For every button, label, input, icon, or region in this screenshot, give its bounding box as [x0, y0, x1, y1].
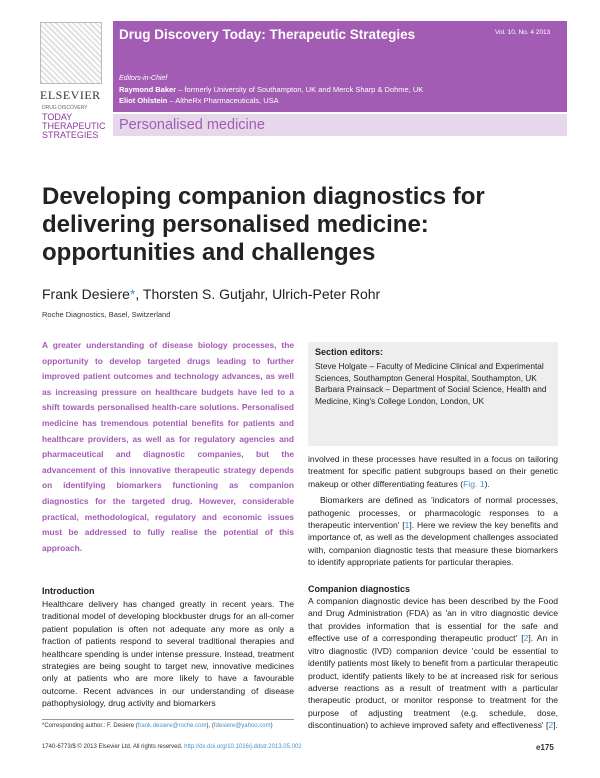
editors-in-chief-label: Editors-in-Chief [119, 75, 168, 82]
text-run: ). [484, 478, 490, 489]
volume-info: Vol. 10, No. 4 2013 [495, 29, 551, 36]
text-run: involved in these processes have resulted in a focus on tailoring treatment for specific patient subgroups based on their genetic makeup or other differentiating features ( [308, 454, 558, 489]
section-name: Personalised medicine [119, 117, 265, 133]
author-others: , Thorsten S. Gutjahr, Ulrich-Peter Rohr [135, 286, 381, 302]
editor-line [119, 96, 279, 105]
email-link[interactable]: frank.desiere@roche.com [137, 723, 207, 729]
page-number: e175 [536, 743, 554, 752]
text-run: Biomarkers are defined as 'indicators of normal processes, pathogenic processes, or pharmacologic responses to a therapeutic intervention' [ [308, 495, 558, 531]
reference-link[interactable]: 2 [548, 720, 554, 731]
right-column [308, 453, 558, 732]
series-line: TODAY [42, 112, 73, 122]
text-run: ]. Here we review the key benefits and importance of, as well as the development challenges associated with, companion diagnostic tests that measure these biomarkers to identify appropriate patients for particular therapies. [308, 520, 558, 568]
corresponding-author-footnote [42, 719, 294, 729]
email-link[interactable]: fdesiere@yahoo.com [213, 723, 271, 729]
article-title: Developing companion diagnostics for delivering personalised medicine: opportunities and challenges [42, 183, 485, 266]
text-run: A companion diagnostic device has been described by the Food and Drug Administration (FDA) as 'an in vitro diagnostic device that provides information that is essential for the safe and effective use of a corresponding therapeutic product' [ [308, 596, 558, 644]
figure-link[interactable]: Fig. 1 [463, 478, 485, 489]
copyright-footer [42, 744, 302, 750]
editor-affiliation: – AltheRx Pharmaceuticals, USA [167, 96, 279, 105]
text-run: ]. An in vitro diagnostic (IVD) companion device 'could be essential to identify patients most likely to benefit from a particular therapeutic product, identify patients likely to be at increased risk for serious adverse reactions as a result of treatment with a particular therapeutic product, or monitor response to treatment for the purpose of adjusting treatment (e.g. schedule, dose, discontinuation) to achieve improved safety and effectiveness' [ [308, 633, 558, 731]
text-run: ), ( [206, 723, 214, 729]
copyright-text: 1740-6773/$ © 2013 Elsevier Ltd. All rights reserved. [42, 744, 185, 750]
elsevier-tree-icon [40, 22, 102, 84]
publisher-name: ELSEVIER [40, 88, 101, 102]
editor-name: Raymond Baker [119, 85, 177, 94]
editor-affiliation: – formerly University of Southampton, UK and Merck Sharp & Dohme, UK [176, 85, 424, 94]
series-line: STRATEGIES [42, 130, 99, 140]
author-first: Frank Desiere [42, 286, 130, 302]
series-logo [42, 104, 110, 140]
paragraph [308, 595, 558, 731]
affiliation: Roche Diagnostics, Basel, Switzerland [42, 310, 171, 319]
reference-link[interactable]: 2 [523, 633, 529, 644]
paragraph [308, 494, 558, 568]
companion-diagnostics-heading: Companion diagnostics [308, 583, 411, 594]
series-line: THERAPEUTIC [42, 121, 106, 131]
text-run: ]. [553, 720, 558, 731]
section-editors-heading: Section editors: [315, 347, 384, 357]
section-editors-text: Steve Holgate – Faculty of Medicine Clinical and Experimental Sciences, Southampton General Hospital, Southampton, UK Barbara Prainsack – Department of Social Science, Health and Medicine, King's College London, London, UK [315, 361, 547, 406]
elsevier-logo [40, 22, 100, 103]
text-run: *Corresponding author.: F. Desiere ( [42, 723, 138, 729]
series-small-label: DRUG DISCOVERY [42, 105, 88, 111]
doi-link[interactable]: http://dx.doi.org/10.1016/j.ddstr.2013.05.002 [184, 744, 302, 750]
editor-line [119, 85, 423, 94]
paragraph [308, 453, 558, 490]
introduction-heading: Introduction [42, 586, 95, 596]
editor-name: Eliot Ohlstein [119, 96, 168, 105]
journal-title: Drug Discovery Today: Therapeutic Strategies [119, 27, 416, 42]
text-run: ) [270, 723, 273, 729]
reference-link[interactable]: 1 [404, 520, 410, 531]
corresponding-author-link[interactable]: * [129, 286, 136, 302]
introduction-text: Healthcare delivery has changed greatly in recent years. The traditional model of developing blockbuster drugs for an all-comer patient population is often not adequate any more as only a fraction of patients respond to several traditional therapies and healthcare spending is under intense pressure. Instead, treatment strategies are being sought to target new, innovative medicines only at patients who are more likely to have a favourable outcome. Recent advances in our understanding of disease pathophysiology, drug activity and biomarkers [42, 599, 294, 709]
authors [42, 286, 380, 302]
abstract: A greater understanding of disease biology processes, the opportunity to develop targeted drugs leading to further improved patient outcomes and technology advances, as well as increasing pressure on healthcare budgets have led to a shift towards personalised health-care solutions. Personalised medicine has tremendous potential benefits for patients and healthcare providers, as well as for regulatory agencies and pharmaceutical and diagnostic companies, but the advancement of this innovative therapeutic strategy depends on identifying biomarkers functioning as companion diagnostics for the targeted drug. However, considerable practical, methodological, regulatory and economic issues must be addressed to fully realise the potential of this approach. [42, 340, 294, 553]
